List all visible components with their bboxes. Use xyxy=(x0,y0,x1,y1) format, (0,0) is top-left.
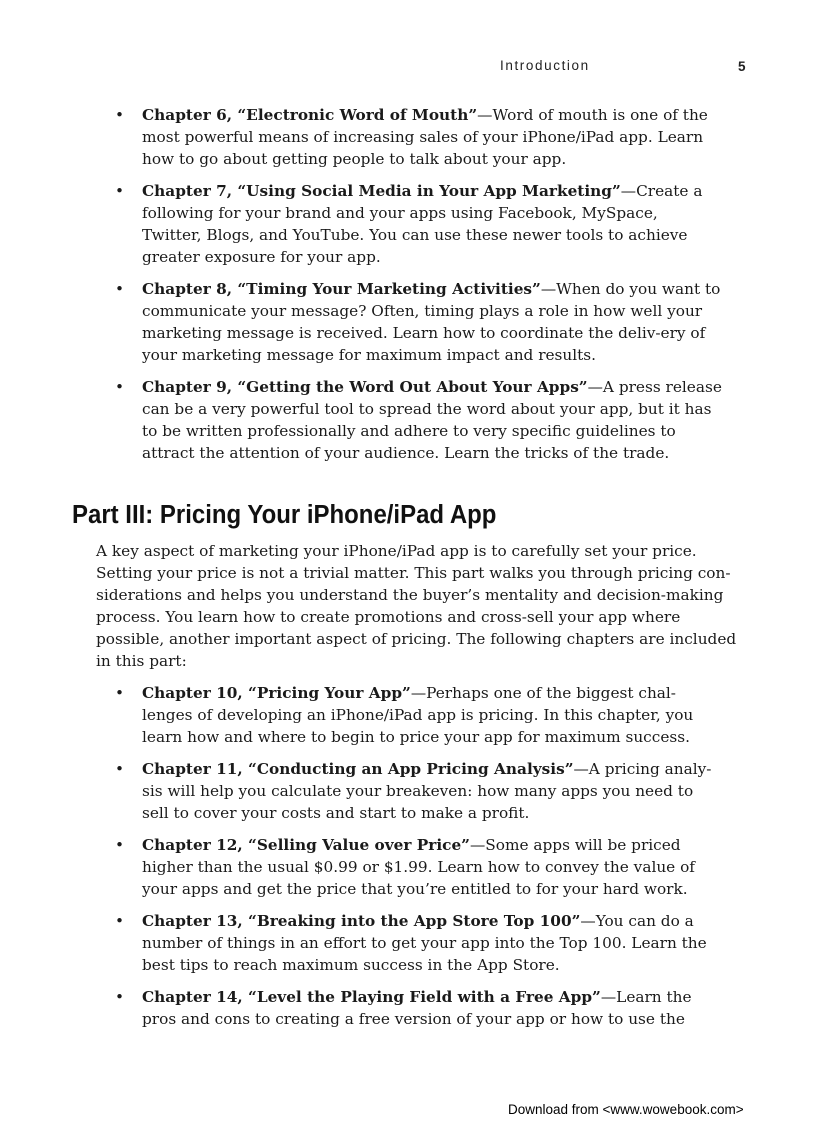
chapter-description: —Create a following for your brand and your apps using Facebook, MySpace, Twitter, Blogs, and YouTube. You can use these newer tools to achieve greater exposure for your app. xyxy=(142,182,703,266)
chapter-title: Chapter 8, “Timing Your Marketing Activities” xyxy=(142,280,541,298)
bullet-icon: • xyxy=(115,760,125,778)
chapter-description: —Learn the pros and cons to creating a free version of your app or how to use the xyxy=(142,988,692,1028)
chapter-description: —A pricing analy-sis will help you calculate your breakeven: how many apps you need to sell to cover your costs and start to make a profit. xyxy=(142,760,712,822)
chapter-title: Chapter 14, “Level the Playing Field with a Free App” xyxy=(142,988,601,1006)
bullet-icon: • xyxy=(115,684,125,702)
chapter-description: —You can do a number of things in an effort to get your app into the Top 100. Learn the best tips to reach maximum success in the App Store. xyxy=(142,912,707,974)
bullet-icon: • xyxy=(115,378,125,396)
list-item xyxy=(115,986,722,1030)
chapter-title: Chapter 10, “Pricing Your App” xyxy=(142,684,411,702)
chapter-description: —Word of mouth is one of the most powerful means of increasing sales of your iPhone/iPad app. Learn how to go about getting people to talk about your app. xyxy=(142,106,708,168)
bullet-icon: • xyxy=(115,280,125,298)
chapter-description: —A press release can be a very powerful tool to spread the word about your app, but it has to be written professionally and adhere to very specific guidelines to attract the attention of your audience. Learn the tricks of the trade. xyxy=(142,378,722,462)
chapter-description: —Some apps will be priced higher than the usual $0.99 or $1.99. Learn how to convey the value of your apps and get the price that you’re entitled to for your hard work. xyxy=(142,836,695,898)
list-item xyxy=(115,104,722,170)
download-source-note: Download from <www.wowebook.com> xyxy=(508,1102,744,1117)
bullet-icon: • xyxy=(115,836,125,854)
section-intro-paragraph: A key aspect of marketing your iPhone/iPad app is to carefully set your price. Setting your price is not a trivial matter. This part walks you through pricing con-siderations and helps you understand the buyer’s mentality and decision-making process. You learn how to create promotions and cross-sell your app where possible, another important aspect of pricing. The following chapters are included in this part: xyxy=(96,542,737,670)
chapter-title: Chapter 9, “Getting the Word Out About Your Apps” xyxy=(142,378,588,396)
list-item xyxy=(115,180,722,268)
chapter-title: Chapter 11, “Conducting an App Pricing Analysis” xyxy=(142,760,574,778)
bullet-icon: • xyxy=(115,106,125,124)
chapter-title: Chapter 12, “Selling Value over Price” xyxy=(142,836,470,854)
chapter-title: Chapter 13, “Breaking into the App Store Top 100” xyxy=(142,912,581,930)
chapter-description: —When do you want to communicate your message? Often, timing plays a role in how well your marketing message is received. Learn how to coordinate the deliv-ery of your marketing message for maximum impact and results. xyxy=(142,280,721,364)
list-item xyxy=(115,834,722,900)
list-item xyxy=(115,376,722,464)
chapter-list-part-two xyxy=(115,104,722,474)
chapter-description: —Perhaps one of the biggest chal-lenges of developing an iPhone/iPad app is pricing. In this chapter, you learn how and where to begin to price your app for maximum success. xyxy=(142,684,694,746)
chapter-list-part-three xyxy=(115,682,722,1040)
bullet-icon: • xyxy=(115,988,125,1006)
chapter-title: Chapter 6, “Electronic Word of Mouth” xyxy=(142,106,478,124)
list-item xyxy=(115,682,722,748)
chapter-title: Chapter 7, “Using Social Media in Your App Marketing” xyxy=(142,182,621,200)
page-number: 5 xyxy=(738,59,746,74)
running-head-title: Introduction xyxy=(500,58,590,73)
section-heading: Part III: Pricing Your iPhone/iPad App xyxy=(72,501,497,529)
list-item xyxy=(115,758,722,824)
bullet-icon: • xyxy=(115,912,125,930)
bullet-icon: • xyxy=(115,182,125,200)
list-item xyxy=(115,910,722,976)
list-item xyxy=(115,278,722,366)
